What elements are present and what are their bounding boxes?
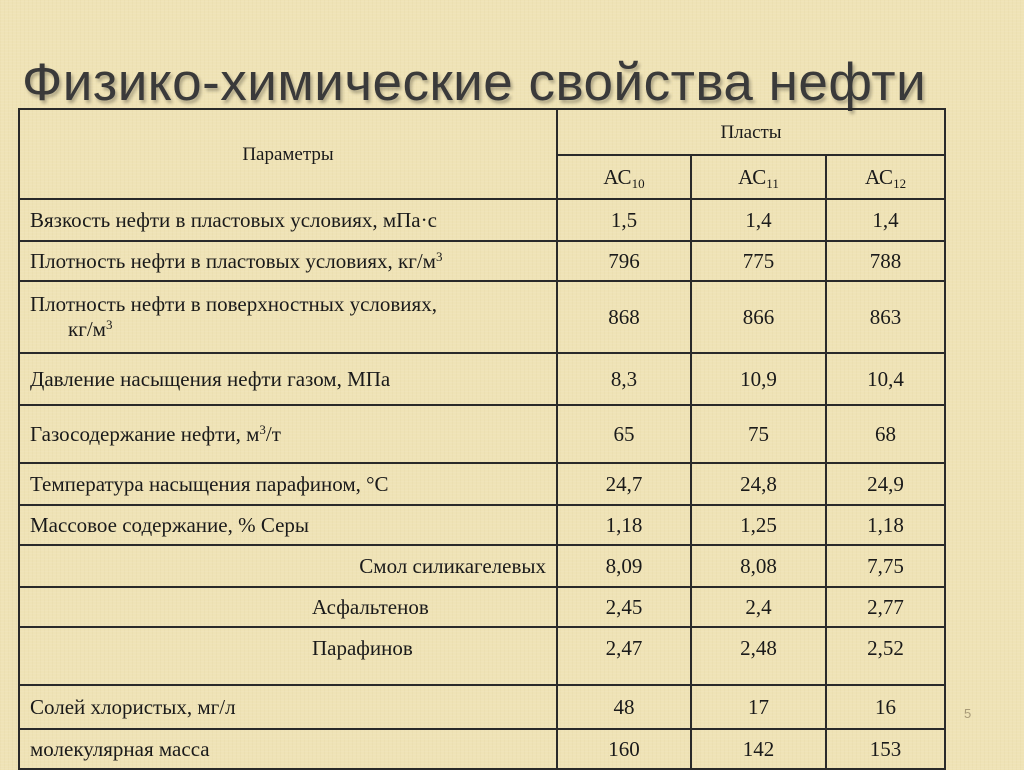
cell-value: 24,9: [826, 463, 945, 505]
cell-value: 8,3: [557, 353, 691, 405]
row-label: Асфальтенов: [19, 587, 557, 627]
cell-value: 16: [826, 685, 945, 729]
cell-value: 24,8: [691, 463, 826, 505]
header-col-ac12: $АС_{12}$: [826, 155, 945, 199]
cell-value: 24,7: [557, 463, 691, 505]
cell-value: 75: [691, 405, 826, 463]
row-label: Вязкость нефти в пластовых условиях, мПа·с: [19, 199, 557, 241]
cell-value: 10,9: [691, 353, 826, 405]
table-row: [19, 505, 945, 545]
header-col-ac10: $АС_{10}$: [557, 155, 691, 199]
slide-number: 5: [964, 706, 972, 721]
cell-value: 863: [826, 281, 945, 353]
cell-value: 1,18: [557, 505, 691, 545]
row-label: Массовое содержание, % Серы: [19, 505, 557, 545]
cell-value: 153: [826, 729, 945, 769]
row-label: Парафинов: [19, 627, 557, 685]
cell-value: 160: [557, 729, 691, 769]
cell-value: 17: [691, 685, 826, 729]
row-label: Давление насыщения нефти газом, МПа: [19, 353, 557, 405]
table-row: [19, 463, 945, 505]
cell-value: 65: [557, 405, 691, 463]
cell-value: 2,52: [826, 627, 945, 685]
cell-value: 2,77: [826, 587, 945, 627]
cell-value: 2,4: [691, 587, 826, 627]
cell-value: 8,08: [691, 545, 826, 587]
cell-value: 1,4: [691, 199, 826, 241]
cell-value: 2,45: [557, 587, 691, 627]
cell-value: 796: [557, 241, 691, 281]
row-label: Температура насыщения парафином, °С: [19, 463, 557, 505]
header-col-ac11: $АС_{11}$: [691, 155, 826, 199]
table-row: [19, 545, 945, 587]
row-label: молекулярная масса: [19, 729, 557, 769]
row-label: Газосодержание нефти, $м^3/т$: [19, 405, 557, 463]
table-row: [19, 685, 945, 729]
page-title: Физико-химические свойства нефти: [22, 53, 927, 112]
table-row: [19, 353, 945, 405]
cell-value: 775: [691, 241, 826, 281]
cell-value: 866: [691, 281, 826, 353]
cell-value: 48: [557, 685, 691, 729]
table-row: [19, 729, 945, 769]
table-row: [19, 281, 945, 353]
table-row: [19, 199, 945, 241]
cell-value: 142: [691, 729, 826, 769]
table-row: [19, 405, 945, 463]
cell-value: 868: [557, 281, 691, 353]
properties-table: [18, 108, 946, 770]
header-layers: Пласты: [557, 109, 945, 155]
cell-value: 1,25: [691, 505, 826, 545]
row-label: Плотность нефти в поверхностных условиях, $кг/м^3$: [19, 281, 557, 353]
header-params: Параметры: [19, 109, 557, 199]
row-label: Плотность нефти в пластовых условиях, $кг/м^3$: [19, 241, 557, 281]
cell-value: 8,09: [557, 545, 691, 587]
cell-value: 1,18: [826, 505, 945, 545]
table-row: [19, 587, 945, 627]
cell-value: 7,75: [826, 545, 945, 587]
cell-value: 2,47: [557, 627, 691, 685]
cell-value: 788: [826, 241, 945, 281]
row-label: Солей хлористых, мг/л: [19, 685, 557, 729]
cell-value: 1,5: [557, 199, 691, 241]
cell-value: 68: [826, 405, 945, 463]
cell-value: 2,48: [691, 627, 826, 685]
cell-value: 1,4: [826, 199, 945, 241]
row-label: Смол силикагелевых: [19, 545, 557, 587]
table-row: [19, 241, 945, 281]
cell-value: 10,4: [826, 353, 945, 405]
table-row: [19, 627, 945, 685]
